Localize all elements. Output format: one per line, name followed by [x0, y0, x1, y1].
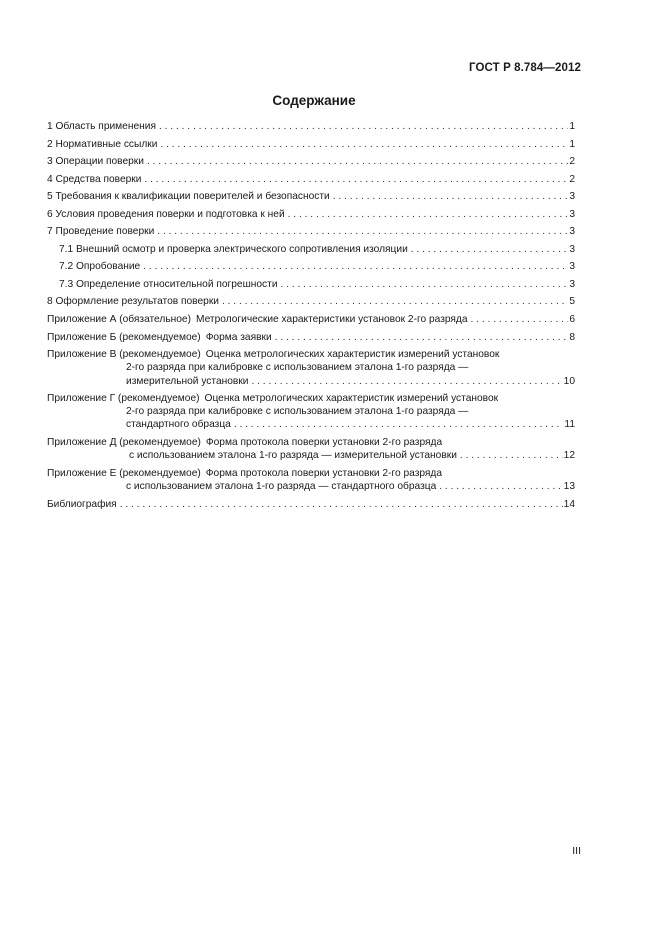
- toc-entry-page: 10: [563, 375, 575, 387]
- toc-entry-page: 1: [569, 138, 575, 150]
- dot-leader: [333, 190, 569, 203]
- toc-entry: [47, 120, 575, 133]
- toc-entry-page: 3: [569, 261, 575, 273]
- dot-leader: [144, 173, 568, 186]
- dot-leader: [234, 418, 564, 431]
- toc-appendix-b: [47, 331, 575, 344]
- appendix-d-continuation: [47, 449, 575, 462]
- toc-entry-title: 2 Нормативные ссылки: [47, 138, 158, 150]
- toc-subentry: [47, 260, 575, 273]
- toc-entry: [47, 190, 575, 203]
- dot-leader: [281, 278, 569, 291]
- toc-appendix-d: [47, 436, 575, 449]
- toc-appendix-g: [47, 392, 575, 405]
- dot-leader: [120, 498, 563, 511]
- toc-entry-page: 11: [564, 419, 575, 431]
- toc-entry: [47, 155, 575, 168]
- toc-entry-page: 1: [569, 121, 575, 132]
- dot-leader: [471, 313, 569, 326]
- appendix-prefix: Приложение А (обязательное): [47, 314, 191, 326]
- toc-entry-page: 2: [569, 156, 575, 168]
- appendix-title-line: 2-го разряда при калибровке с использованием эталона 1-го разряда —: [126, 406, 469, 418]
- toc-bibliography: [47, 498, 575, 511]
- toc-entry-title: 8 Оформление результатов поверки: [47, 296, 219, 308]
- dot-leader: [288, 208, 569, 221]
- appendix-prefix: Приложение Е (рекомендуемое): [47, 467, 201, 479]
- toc-entry-title: 6 Условия проведения поверки и подготовка к ней: [47, 208, 285, 220]
- toc-appendix-a: [47, 313, 575, 326]
- toc-entry-page: 8: [569, 331, 575, 343]
- toc-entry-page: 2: [569, 173, 575, 185]
- toc-entry-title: Библиография: [47, 498, 117, 510]
- appendix-title-line: 2-го разряда при калибровке с использованием эталона 1-го разряда —: [126, 362, 469, 374]
- appendix-title-line: стандартного образца: [126, 419, 231, 431]
- dot-leader: [147, 155, 568, 168]
- dot-leader: [159, 120, 568, 133]
- appendix-v-continuation: [47, 361, 575, 387]
- toc-entry-page: 6: [569, 314, 575, 326]
- dot-leader: [251, 375, 562, 388]
- appendix-e-continuation: [47, 480, 575, 493]
- toc-entry-title: 3 Операции поверки: [47, 156, 144, 168]
- appendix-prefix: Приложение Г (рекомендуемое): [47, 393, 200, 405]
- dot-leader: [275, 331, 569, 344]
- toc-entry-title: 1 Область применения: [47, 121, 156, 132]
- dot-leader: [439, 480, 562, 493]
- appendix-title-line: Форма протокола поверки установки 2-го разряда: [205, 467, 443, 479]
- toc-appendix-e: [47, 467, 575, 480]
- appendix-title-line: Форма протокола поверки установки 2-го разряда: [205, 437, 443, 449]
- toc-entry-page: 13: [563, 480, 575, 492]
- toc-entry-page: 14: [563, 498, 575, 510]
- appendix-title-line: Оценка метрологических характеристик измерений установок: [205, 349, 500, 361]
- dot-leader: [222, 295, 568, 308]
- toc-subentry: [47, 278, 575, 291]
- toc-entry-title: 7.3 Определение относительной погрешности: [59, 278, 278, 290]
- table-of-contents: [47, 120, 575, 515]
- toc-entry-title: 4 Средства поверки: [47, 173, 142, 185]
- toc-entry-page: 5: [569, 296, 575, 308]
- appendix-g-continuation: [47, 405, 575, 431]
- toc-title: Содержание: [272, 93, 356, 108]
- toc-subentry: [47, 243, 575, 256]
- appendix-prefix: Приложение Б (рекомендуемое): [47, 331, 201, 343]
- appendix-title-line: с использованием эталона 1-го разряда — стандартного образца: [126, 480, 437, 492]
- dot-leader: [160, 138, 568, 151]
- toc-entry-title: 7 Проведение поверки: [47, 226, 155, 238]
- toc-entry-page: 12: [563, 450, 575, 462]
- toc-entry-page: 3: [569, 243, 575, 255]
- toc-entry: [47, 225, 575, 238]
- appendix-title-line: Метрологические характеристики установок 2-го разряда: [196, 314, 468, 326]
- toc-entry-title: 5 Требования к квалификации поверителей и безопасности: [47, 191, 330, 203]
- dot-leader: [143, 260, 568, 273]
- toc-appendix-v: [47, 348, 575, 361]
- appendix-title-line: с использованием эталона 1-го разряда — измерительной установки: [129, 450, 457, 462]
- dot-leader: [411, 243, 569, 256]
- toc-entry-page: 3: [569, 191, 575, 203]
- appendix-title-line: Оценка метрологических характеристик измерений установок: [204, 393, 499, 405]
- toc-entry-page: 3: [569, 208, 575, 220]
- dot-leader: [157, 225, 568, 238]
- appendix-title-line: Форма заявки: [205, 331, 272, 343]
- dot-leader: [460, 449, 563, 462]
- appendix-prefix: Приложение В (рекомендуемое): [47, 349, 201, 361]
- appendix-title-line: измерительной установки: [126, 375, 249, 387]
- toc-entry: [47, 208, 575, 221]
- toc-entry: [47, 138, 575, 151]
- page-number: III: [572, 845, 581, 857]
- toc-entry-title: 7.1 Внешний осмотр и проверка электрического сопротивления изоляции: [59, 243, 408, 255]
- toc-entry: [47, 173, 575, 186]
- document-id: ГОСТ Р 8.784—2012: [469, 62, 581, 74]
- appendix-prefix: Приложение Д (рекомендуемое): [47, 437, 201, 449]
- toc-entry-page: 3: [569, 278, 575, 290]
- toc-entry-page: 3: [569, 226, 575, 238]
- toc-entry: [47, 295, 575, 308]
- toc-entry-title: 7.2 Опробование: [59, 261, 141, 273]
